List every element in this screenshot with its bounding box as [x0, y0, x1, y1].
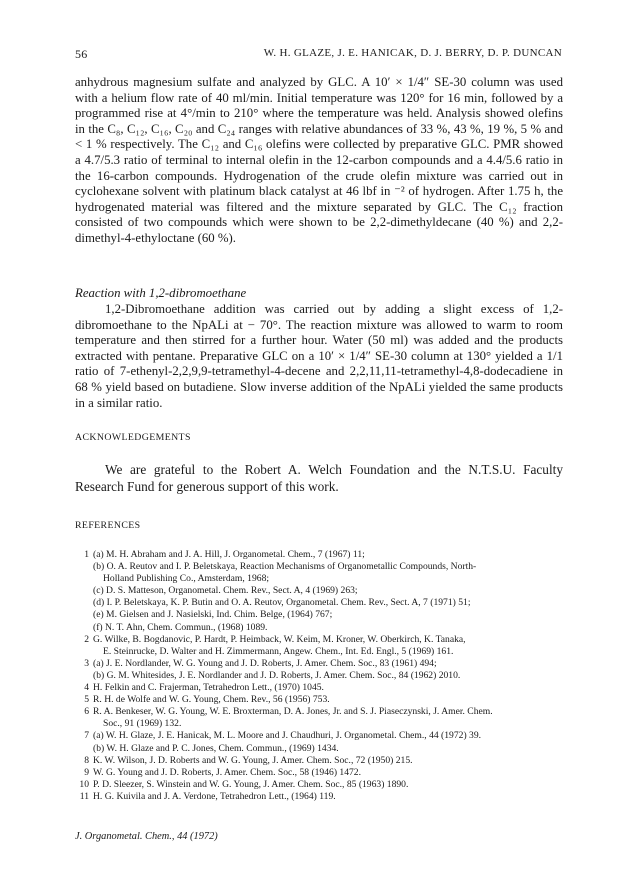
reference-item — [75, 682, 563, 694]
references-heading: REFERENCES — [75, 520, 141, 531]
reference-item — [75, 658, 563, 682]
journal-footer: J. Organometal. Chem., 44 (1972) — [75, 831, 218, 842]
acknowledgements-heading: ACKNOWLEDGEMENTS — [75, 432, 191, 443]
reference-text: W. G. Young and J. D. Roberts, J. Amer. Chem. Soc., 58 (1946) 1472. — [93, 766, 362, 778]
reference-text: H. G. Kuivila and J. A. Verdone, Tetrahedron Lett., (1964) 119. — [93, 790, 336, 802]
reference-number: 10 — [79, 778, 89, 790]
reference-item — [75, 694, 563, 706]
reference-text: Holland Publishing Co., Amsterdam, 1968; — [103, 573, 270, 585]
reference-number: 6 — [84, 706, 89, 718]
reference-number: 7 — [84, 730, 89, 742]
reference-number: 2 — [84, 633, 89, 645]
section-heading: Reaction with 1,2-dibromoethane — [75, 286, 247, 300]
reference-number: 1 — [84, 549, 89, 560]
acknowledgements-text: We are grateful to the Robert A. Welch Foundation and the N.T.S.U. Faculty Research Fund for generous support of this work. — [75, 462, 563, 494]
reference-text: (a) W. H. Glaze, J. E. Hanicak, M. L. Moore and J. Chaudhuri, J. Organometal. Chem., 44 (1972) 39. — [93, 730, 482, 742]
reference-item — [75, 779, 563, 791]
body-paragraph-1: anhydrous magnesium sulfate and analyzed by GLC. A 10′ × 1/4″ SE-30 column was used with a helium flow rate of 40 ml/min. Initial temperature was 120° for 16 min, followed by a programmed rise at 4°/min to 210° where the temperature was held. Analysis showed olefins in the C₈, C₁₂, C₁₆, C₂₀ and C₂₄ ranges with relative abundances of 33 %, 43 %, 19 %, 5 % and < 1 % respectively. The C₁₂ and C₁₆ olefins were collected by preparative GLC. PMR showed a 4.7/5.3 ratio of terminal to internal olefin in the 12-carbon compounds and a 4.4/5.6 ratio in the 16-carbon compounds. Hydrogenation of the crude olefin mixture was carried out in cyclohexane solvent with platinum black catalyst at 46 lbf in ⁻² of hydrogen. After 1.75 h, the hydrogenated material was filtered and the mixture separated by GLC. The C₁₂ fraction consisted of two compounds which were shown to be 2,2-dimethyldecane (40 %) and 2,2-dimethyl-4-ethyloctane (60 %). — [75, 75, 563, 245]
reference-item — [75, 634, 563, 658]
reference-text: (d) I. P. Beletskaya, K. P. Butin and O. A. Reutov, Organometal. Chem. Rev., Sect. A, 7 (1971) 51; — [93, 597, 471, 609]
reference-number: 9 — [84, 766, 89, 778]
reference-item — [75, 706, 563, 730]
reference-number: 5 — [84, 694, 89, 706]
reference-text: P. D. Sleezer, S. Winstein and W. G. Young, J. Amer. Chem. Soc., 85 (1963) 1890. — [93, 778, 409, 790]
reference-text: H. Felkin and C. Frajerman, Tetrahedron Lett., (1970) 1045. — [93, 682, 324, 694]
running-header-authors: W. H. GLAZE, J. E. HANICAK, D. J. BERRY, D. P. DUNCAN — [263, 47, 562, 59]
reference-number: 11 — [79, 790, 89, 802]
reference-text: (c) D. S. Matteson, Organometal. Chem. Rev., Sect. A, 4 (1969) 263; — [93, 585, 358, 597]
reference-text: Soc., 91 (1969) 132. — [103, 718, 182, 730]
body-paragraph-2: 1,2-Dibromoethane addition was carried out by adding a slight excess of 1,2-dibromoethane to the NpALi at − 70°. The reaction mixture was allowed to warm to room temperature and then stirred for a further hour. Water (50 ml) was added and the products extracted with pentane. Preparative GLC on a 10′ × 1/4″ SE-30 column at 130° yielded a 1/1 ratio of 7-ethenyl-2,2,9,9-tetramethyl-4-decene and 2,2,11,11-tetramethyl-4,8-dodecadiene in 68 % yield based on butadiene. Slow inverse addition of the NpALi yielded the same products in a similar ratio. — [75, 302, 563, 410]
reference-text: (e) M. Gielsen and J. Nasielski, Ind. Chim. Belge, (1964) 767; — [93, 609, 333, 621]
running-header — [75, 47, 562, 63]
reference-text: (b) G. M. Whitesides, J. E. Nordlander and J. D. Roberts, J. Amer. Chem. Soc., 84 (1962) 2010. — [93, 669, 461, 681]
reference-number: 8 — [84, 754, 89, 766]
reference-text: (b) W. H. Glaze and P. C. Jones, Chem. Commun., (1969) 1434. — [93, 742, 339, 754]
reference-item — [75, 755, 563, 767]
references-list — [75, 549, 563, 803]
reference-item — [75, 549, 563, 634]
reference-text: E. Steinrucke, D. Walter and H. Zimmermann, Angew. Chem., Int. Ed. Engl., 5 (1969) 161. — [103, 645, 454, 657]
reference-number: 3 — [84, 657, 89, 669]
reference-text: (a) M. H. Abraham and J. A. Hill, J. Organometal. Chem., 7 (1967) 11; — [93, 549, 365, 560]
reference-number: 4 — [84, 682, 89, 694]
reference-item — [75, 791, 563, 803]
reference-item — [75, 730, 563, 754]
reference-item — [75, 767, 563, 779]
reference-text: R. A. Benkeser, W. G. Young, W. E. Broxterman, D. A. Jones, Jr. and S. J. Piaseczynski, J. Amer. Chem. — [93, 706, 493, 718]
reference-text: (f) N. T. Ahn, Chem. Commun., (1968) 1089. — [93, 621, 268, 633]
reference-text: R. H. de Wolfe and W. G. Young, Chem. Rev., 56 (1956) 753. — [93, 694, 330, 706]
reference-text: K. W. Wilson, J. D. Roberts and W. G. Young, J. Amer. Chem. Soc., 72 (1950) 215. — [93, 754, 413, 766]
reference-text: G. Wilke, B. Bogdanovic, P. Hardt, P. Heimback, W. Keim, M. Kroner, W. Oberkirch, K. Tanaka, — [93, 633, 466, 645]
reference-text: (b) O. A. Reutov and I. P. Beletskaya, Reaction Mechanisms of Organometallic Compounds, North- — [93, 561, 477, 573]
reference-text: (a) J. E. Nordlander, W. G. Young and J. D. Roberts, J. Amer. Chem. Soc., 83 (1961) 494; — [93, 657, 437, 669]
page-number: 56 — [75, 47, 88, 61]
